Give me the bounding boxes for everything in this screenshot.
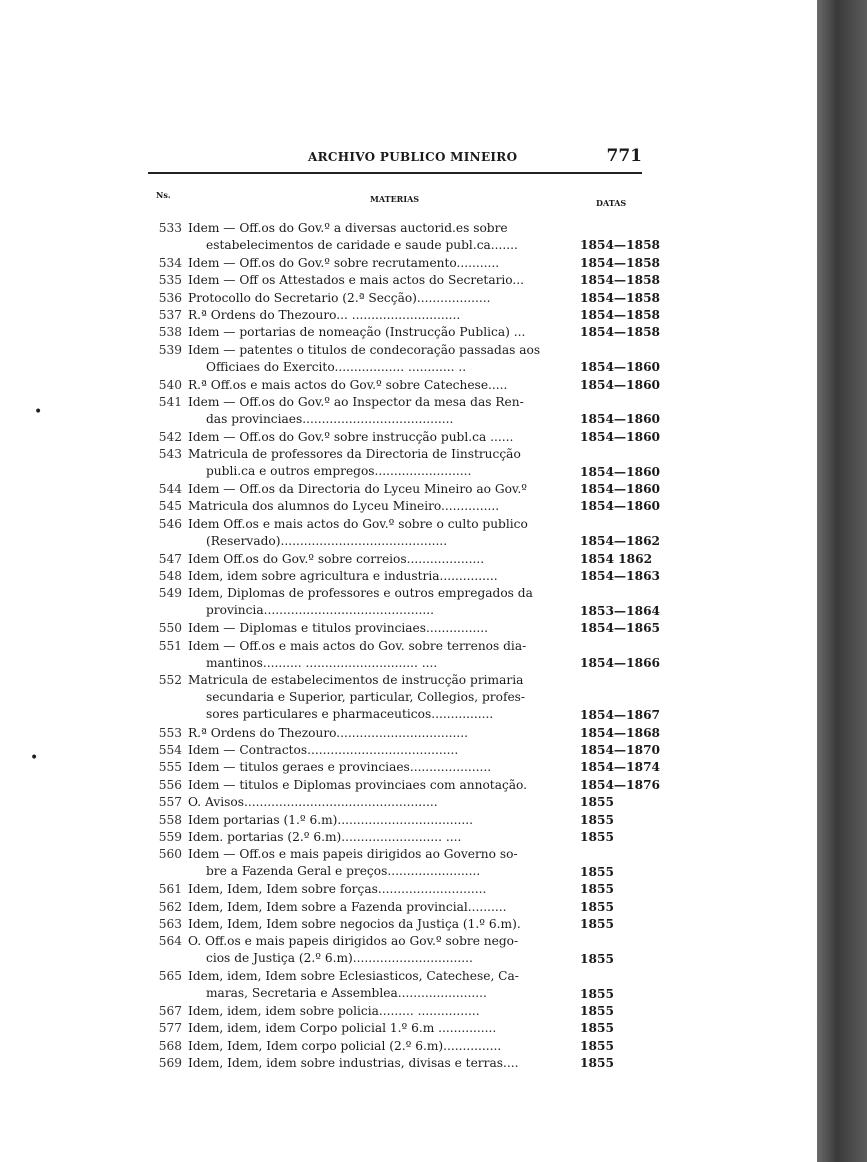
entry-date: 1854—1860 [580, 360, 661, 375]
entry-description [188, 429, 572, 446]
entry-description [188, 846, 572, 880]
entry-date: 1853—1864 [580, 603, 661, 618]
entry-line: Matricula de professores da Directoria de Iinstrucção [188, 447, 521, 462]
entry-description [188, 968, 572, 1002]
entry-number: 540 [158, 377, 182, 392]
entry-number: 551 [158, 638, 182, 653]
entry-number: 543 [158, 447, 182, 462]
entry-description [188, 498, 572, 515]
entry-date: 1855 [580, 917, 614, 931]
entry-number: 548 [158, 569, 182, 583]
entry-date: 1854—1860 [580, 429, 661, 444]
entry-date: 1854—1860 [580, 464, 661, 479]
entry-description [188, 377, 572, 394]
entry-line: Idem. portarias (2.º 6.m).......................... .... [188, 830, 462, 844]
entry-line: maras, Secretaria e Assemblea....................... [206, 986, 487, 1001]
entry-number: 552 [158, 673, 182, 688]
entry-date: 1855 [580, 812, 614, 827]
entry-date: 1854 1862 [580, 551, 653, 566]
entry-number: 534 [158, 255, 182, 270]
entry-line: Protocollo do Secretario (2.ª Secção)................... [188, 290, 491, 305]
entry-line: estabelecimentos de caridade e saude publ.ca....... [206, 238, 518, 252]
page-header [148, 146, 642, 170]
entry-line: Idem — portarias de nomeação (Instrucção Publica) ... [188, 325, 526, 340]
entry-number: 557 [158, 795, 182, 810]
entry-description [188, 916, 572, 933]
entry-date: 1855 [580, 882, 614, 897]
entry-date: 1854—1866 [580, 655, 661, 670]
entry-number: 546 [158, 516, 182, 531]
entry-line: O. Avisos.................................................. [188, 795, 438, 810]
entry-date: 1854—1860 [580, 482, 661, 496]
entry-date: 1855 [580, 986, 614, 1001]
entry-description [188, 881, 572, 898]
entry-description [188, 672, 572, 723]
entry-line: Officiaes do Exercito.................. ............ .. [206, 359, 467, 374]
entry-description [188, 1055, 572, 1072]
entry-description [188, 551, 572, 568]
entry-description [188, 933, 572, 967]
entry-date: 1854—1858 [580, 325, 661, 340]
entry-date: 1854—1858 [580, 308, 661, 322]
entry-line: provincia............................................ [206, 603, 435, 618]
entry-date: 1854—1865 [580, 621, 661, 636]
page-title: ARCHIVO PUBLICO MINEIRO [308, 150, 518, 164]
entry-line: (Reservado)........................................... [206, 533, 448, 548]
entry-line: Idem — Off.os da Directoria do Lyceu Mineiro ao Gov.º [188, 482, 527, 496]
entry-number: 560 [158, 847, 182, 862]
entry-date: 1854—1858 [580, 273, 661, 288]
entry-number: 538 [158, 325, 182, 340]
entry-number: 539 [158, 342, 182, 357]
entry-number: 556 [158, 777, 182, 792]
entry-number: 567 [158, 1004, 182, 1018]
entry-line: Idem — Off.os do Gov.º sobre instrucção publ.ca ...... [188, 429, 514, 444]
entry-number: 537 [158, 308, 182, 322]
entry-line: cios de Justiça (2.º 6.m)............................... [206, 951, 473, 966]
entry-date: 1854—1870 [580, 743, 661, 757]
entry-line: Idem Off.os e mais actos do Gov.º sobre o culto publico [188, 516, 528, 531]
entry-date: 1855 [580, 830, 614, 844]
entry-line: Idem — Off.os e mais actos do Gov. sobre terrenos dia- [188, 638, 527, 653]
entry-line: Idem Off.os do Gov.º sobre correios.................... [188, 551, 485, 566]
entry-line: Idem portarias (1.º 6.m)................................... [188, 812, 474, 827]
entry-description [188, 638, 572, 672]
entry-description [188, 1003, 572, 1020]
entry-number: 559 [158, 830, 182, 844]
entry-description [188, 481, 572, 498]
entry-date: 1854—1860 [580, 377, 661, 392]
entry-description [188, 342, 572, 376]
entry-date: 1855 [580, 1004, 614, 1018]
entry-description [188, 324, 572, 341]
entry-date: 1854—1858 [580, 290, 661, 305]
scan-edge [817, 0, 867, 1162]
entry-description [188, 290, 572, 307]
entry-description [188, 759, 572, 776]
entry-line: Idem, Idem, Idem sobre negocios da Justiça (1.º 6.m). [188, 917, 521, 931]
entry-number: 535 [158, 273, 182, 288]
entry-line: O. Off.os e mais papeis dirigidos ao Gov.º sobre nego- [188, 934, 519, 949]
entry-number: 542 [158, 429, 182, 444]
entry-number: 563 [158, 917, 182, 931]
entry-number: 569 [158, 1056, 182, 1071]
entry-number: 549 [158, 586, 182, 601]
entry-number: 547 [158, 551, 182, 566]
entry-date: 1854—1874 [580, 760, 661, 775]
entry-number: 564 [158, 934, 182, 949]
entry-description [188, 568, 572, 585]
entry-line: Idem, Idem, Idem corpo policial (2.º 6.m)............... [188, 1038, 502, 1053]
entry-number: 545 [158, 499, 182, 514]
entry-description [188, 220, 572, 254]
entry-number: 550 [158, 621, 182, 636]
entry-line: Matricula dos alumnos do Lyceu Mineiro............... [188, 499, 500, 514]
entry-description [188, 777, 572, 794]
entry-date: 1854—1868 [580, 725, 661, 740]
entry-line: das provinciaes....................................... [206, 412, 454, 426]
entry-description [188, 394, 572, 428]
entry-description [188, 1020, 572, 1037]
entry-line: R.ª Off.os e mais actos do Gov.º sobre Catechese..... [188, 377, 508, 392]
entry-line: Idem — Off.os e mais papeis dirigidos ao Governo so- [188, 847, 518, 862]
entry-date: 1854—1876 [580, 777, 661, 792]
entry-description [188, 620, 572, 637]
entry-line: Idem — titulos e Diplomas provinciaes com annotação. [188, 777, 528, 792]
entry-line: publi.ca e outros empregos......................... [206, 464, 472, 479]
entry-line: Idem, Diplomas de professores e outros empregados da [188, 586, 533, 601]
entry-date: 1855 [580, 899, 614, 914]
entry-date: 1854—1858 [580, 255, 661, 270]
column-header-ns: Ns. [156, 190, 171, 200]
entry-line: bre a Fazenda Geral e preços........................ [206, 864, 481, 879]
entry-number: 577 [158, 1021, 182, 1036]
entry-line: Idem, Idem, Idem sobre forças............................ [188, 882, 487, 897]
entry-description [188, 446, 572, 480]
entry-date: 1855 [580, 1056, 614, 1071]
entry-line: Matricula de estabelecimentos de instrucção primaria [188, 673, 524, 688]
entry-line: Idem, idem, idem sobre policia......... ................ [188, 1004, 480, 1018]
entry-date: 1854—1860 [580, 412, 661, 427]
entry-line: Idem — Off.os do Gov.º ao Inspector da mesa das Ren- [188, 395, 524, 409]
entry-description [188, 307, 572, 324]
page-number: 771 [606, 146, 642, 166]
entry-number: 555 [158, 760, 182, 775]
scan-speck: • [34, 404, 43, 420]
entry-number: 544 [158, 482, 182, 496]
entry-line: R.ª Ordens do Thezouro.................................. [188, 725, 469, 740]
entry-line: Idem — Contractos....................................... [188, 743, 459, 757]
entry-line: Idem, idem, Idem sobre Eclesiasticos, Catechese, Ca- [188, 969, 519, 984]
entry-number: 536 [158, 290, 182, 305]
entry-line: Idem — Off os Attestados e mais actos do Secretario... [188, 273, 525, 288]
entry-description [188, 585, 572, 619]
column-headers [148, 190, 642, 206]
entry-description [188, 516, 572, 550]
entry-date: 1855 [580, 1038, 614, 1053]
entry-line: R.ª Ordens do Thezouro... ............................ [188, 308, 461, 322]
entry-number: 568 [158, 1038, 182, 1053]
entry-date: 1854—1862 [580, 534, 661, 549]
column-header-materias: MATERIAS [370, 194, 420, 204]
entry-line: Idem, idem, idem Corpo policial 1.º 6.m ............... [188, 1021, 497, 1036]
entry-line: Idem — patentes o titulos de condecoração passadas aos [188, 342, 541, 357]
entry-number: 562 [158, 899, 182, 914]
entry-date: 1854—1860 [580, 499, 661, 514]
entry-line: Idem, Idem, Idem sobre a Fazenda provincial.......... [188, 899, 507, 914]
entry-line: secundaria e Superior, particular, Collegios, profes- [206, 690, 526, 705]
entry-line: Idem — titulos geraes e provinciaes..................... [188, 760, 492, 775]
entry-date: 1854—1867 [580, 708, 661, 723]
entry-date: 1854—1863 [580, 569, 661, 583]
entry-line: Idem — Off.os do Gov.º a diversas auctorid.es sobre [188, 221, 508, 235]
entry-description [188, 255, 572, 272]
entry-description [188, 272, 572, 289]
entry-line: Idem — Off.os do Gov.º sobre recrutamento........... [188, 255, 500, 270]
entry-description [188, 1038, 572, 1055]
header-rule [148, 172, 642, 174]
entry-description [188, 899, 572, 916]
entry-description [188, 794, 572, 811]
entry-number: 533 [158, 221, 182, 235]
entry-number: 565 [158, 969, 182, 984]
scan-speck: • [30, 750, 39, 766]
entry-number: 553 [158, 725, 182, 740]
column-header-datas: DATAS [596, 198, 627, 208]
entry-number: 558 [158, 812, 182, 827]
entry-date: 1854—1858 [580, 238, 661, 253]
entry-number: 554 [158, 743, 182, 757]
entry-date: 1855 [580, 795, 614, 810]
entry-date: 1855 [580, 864, 614, 879]
entry-description [188, 829, 572, 846]
entry-description [188, 725, 572, 742]
entry-date: 1855 [580, 1021, 614, 1036]
entry-number: 541 [158, 395, 182, 409]
entry-description [188, 812, 572, 829]
entry-description [188, 742, 572, 759]
entry-line: Idem, Idem, idem sobre industrias, divisas e terras.... [188, 1056, 519, 1071]
entry-line: Idem, idem sobre agricultura e industria............... [188, 569, 498, 583]
entry-line: mantinos.......... ............................. .... [206, 655, 438, 670]
entry-line: sores particulares e pharmaceuticos................ [206, 707, 494, 722]
entry-number: 561 [158, 882, 182, 897]
entry-date: 1855 [580, 951, 614, 966]
entry-line: Idem — Diplomas e titulos provinciaes................ [188, 621, 489, 636]
